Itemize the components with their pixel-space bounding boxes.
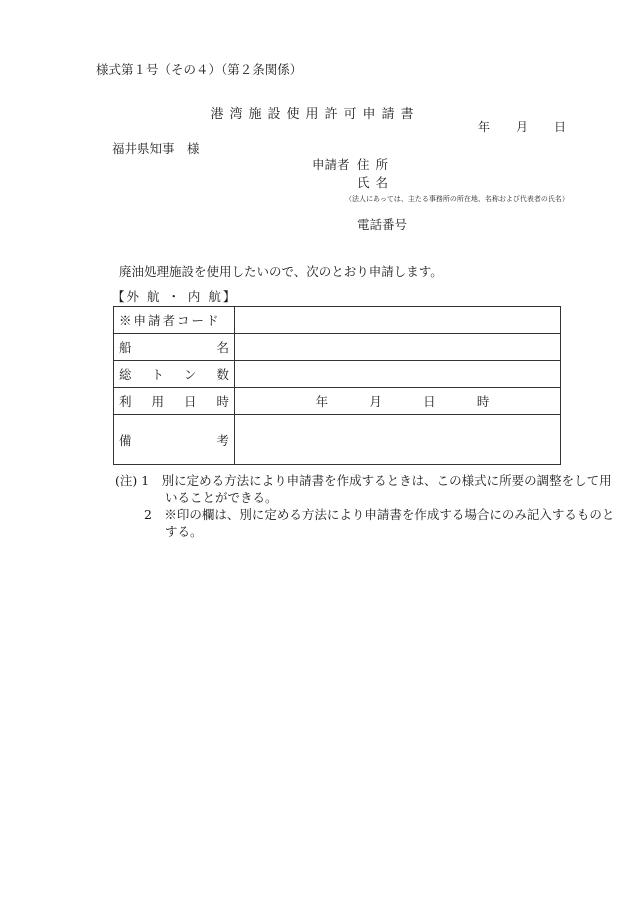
ship-name-label: 船 名	[114, 334, 235, 361]
usage-datetime-label: 利 用 日 時	[114, 388, 235, 415]
table-row-gross-tonnage	[114, 361, 561, 388]
document-title: 港湾施設使用許可申請書	[210, 107, 420, 122]
application-table	[113, 306, 561, 465]
phone-label: 電話番号	[357, 217, 408, 232]
note-line-2: いることができる。	[115, 490, 278, 505]
gross-tonnage-label: 総 ト ン 数	[114, 361, 235, 388]
table-row-usage-datetime	[114, 388, 561, 415]
applicant-code-label: ※申請者コード	[114, 307, 235, 334]
form-number: 様式第１号（その４）（第２条関係）	[96, 62, 303, 77]
date-year: 年	[478, 120, 491, 134]
table-row-ship-name	[114, 334, 561, 361]
remarks-field[interactable]	[235, 415, 561, 465]
date-day: 日	[554, 120, 567, 134]
gross-tonnage-field[interactable]	[235, 361, 561, 388]
date-line	[478, 118, 566, 135]
note-line-3: 2 ※印の欄は、別に定める方法により申請書を作成する場合にのみ記入するものと	[115, 507, 615, 522]
remarks-label: 備 考	[114, 415, 235, 465]
address-label: 住所	[357, 157, 395, 172]
date-month: 月	[516, 120, 529, 134]
applicant-label: 申請者	[312, 157, 350, 172]
table-row-applicant-code	[114, 307, 561, 334]
table-row-remarks	[114, 415, 561, 465]
note-line-1: (注) 1 別に定める方法により申請書を作成するときは、この様式に所要の調整をして用	[115, 473, 612, 488]
notes	[115, 472, 614, 540]
applicant-code-field[interactable]	[235, 307, 561, 334]
note-line-4: する。	[115, 524, 203, 539]
intro-text: 廃油処理施設を使用したいので、次のとおり申請します。	[119, 264, 443, 279]
name-label: 氏名	[357, 175, 395, 190]
corporation-note: （法人にあっては、主たる事務所の所在地、名称および代表者の氏名）	[345, 195, 569, 203]
usage-datetime-field[interactable]: 年 月 日 時	[235, 388, 561, 415]
ship-name-field[interactable]	[235, 334, 561, 361]
category-label: 【外 航 ・ 内 航】	[112, 289, 238, 304]
addressee: 福井県知事 様	[112, 141, 200, 156]
